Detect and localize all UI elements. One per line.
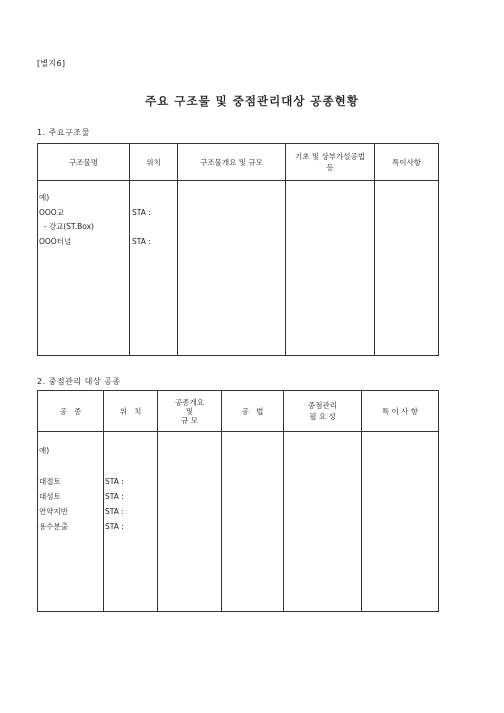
header-remarks: 특 이 사 항 bbox=[362, 391, 439, 432]
list-item: 예) bbox=[39, 193, 50, 202]
section1-title: 1. 주요구조물 bbox=[37, 128, 90, 137]
work-overview-cell bbox=[158, 432, 222, 612]
header-management-need: 중점관리 필 요 성 bbox=[284, 391, 362, 432]
overview-cell bbox=[178, 181, 286, 356]
list-item: STA : bbox=[132, 207, 151, 217]
work-names-cell bbox=[38, 432, 104, 612]
header-remarks: 특이사항 bbox=[375, 144, 439, 181]
header-method: 공 법 bbox=[222, 391, 284, 432]
work-remarks-cell bbox=[362, 432, 439, 612]
remarks-cell bbox=[375, 181, 439, 356]
list-item: 용수분출 bbox=[39, 522, 68, 532]
list-item: 예) bbox=[39, 446, 50, 455]
work-method-cell bbox=[222, 432, 284, 612]
list-item bbox=[39, 458, 103, 473]
structure-names-cell bbox=[38, 181, 130, 356]
header-work-overview: 공종개요 및 규 모 bbox=[158, 391, 222, 432]
work-locations-cell bbox=[104, 432, 158, 612]
list-item: 대절토 bbox=[39, 476, 61, 486]
list-item: OOO터널 bbox=[39, 236, 72, 246]
header-overview-scale: 구조물개요 및 규모 bbox=[178, 144, 286, 181]
document-title: 주요 구조물 및 중점관리대상 공종현황 bbox=[145, 94, 359, 108]
header-construction-method: 기초 및 상부가설공법 등 bbox=[286, 144, 375, 181]
form-label: [별지6] bbox=[37, 59, 66, 68]
list-item bbox=[132, 220, 177, 235]
header-location: 위 치 bbox=[104, 391, 158, 432]
list-item: STA : bbox=[105, 507, 124, 517]
list-item: STA : bbox=[132, 236, 151, 246]
header-location: 위치 bbox=[130, 144, 178, 181]
structures-table bbox=[37, 143, 439, 356]
structure-locations-cell bbox=[130, 181, 178, 356]
list-item: - 강교(ST.Box) bbox=[39, 222, 94, 232]
list-item bbox=[105, 458, 157, 473]
management-need-cell bbox=[284, 432, 362, 612]
header-structure-name: 구조물명 bbox=[38, 144, 130, 181]
list-item: 대성토 bbox=[39, 491, 61, 501]
section2-title: 2. 중점관리 대상 공종 bbox=[37, 377, 121, 386]
list-item bbox=[132, 191, 177, 206]
method-cell bbox=[286, 181, 375, 356]
list-item: OOO교 bbox=[39, 207, 64, 217]
list-item: 연약지반 bbox=[39, 507, 68, 517]
list-item bbox=[105, 443, 157, 458]
list-item: STA : bbox=[105, 491, 124, 501]
list-item: STA : bbox=[105, 522, 124, 532]
header-work-type: 공 종 bbox=[38, 391, 104, 432]
key-work-table bbox=[37, 390, 439, 612]
list-item: STA : bbox=[105, 476, 124, 486]
